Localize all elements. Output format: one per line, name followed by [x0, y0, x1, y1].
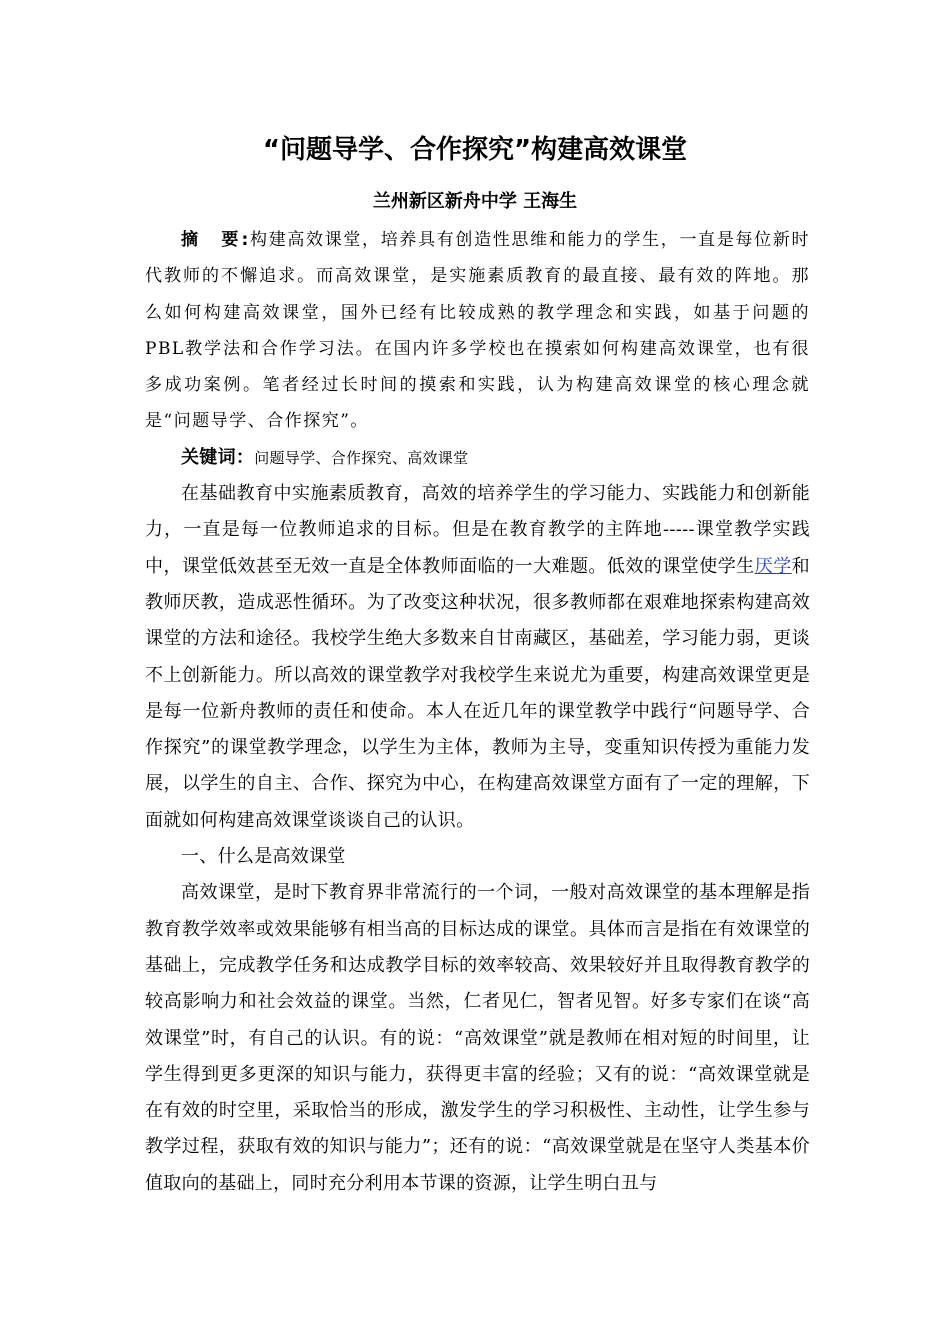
- document-body: [145, 222, 810, 1202]
- keywords-text: 问题导学、合作探究、高效课堂: [254, 448, 469, 467]
- abstract-paragraph: [145, 222, 810, 440]
- document-title: “问题导学、合作探究”构建高效课堂: [262, 135, 688, 165]
- section1-paragraph: 高效课堂，是时下教育界非常流行的一个词，一般对高效课堂的基本理解是指教育教学效率或效果能够有相当高的目标达成的课堂。具体而言是指在有效课堂的基础上，完成教学任务和达成教学目标的效率较高、效果较好并且取得教育教学的较高影响力和社会效益的课堂。当然，仁者见仁，智者见智。好多专家们在谈“高效课堂”时，有自己的认识。有的说：“高效课堂”就是教师在相对短的时间里，让学生得到更多更深的知识与能力，获得更丰富的经验；又有的说：“高效课堂就是在有效的时空里，采取恰当的形成，激发学生的学习积极性、主动性，让学生参与教学过程，获取有效的知识与能力”；还有的说：“高效课堂就是在坚守人类基本价值取向的基础上，同时充分利用本节课的资源，让学生明白丑与: [145, 882, 810, 1194]
- abstract-label-colon: :: [241, 230, 250, 250]
- abstract-label: 摘 要: [181, 230, 242, 250]
- intro-text-before-link: 在基础教育中实施素质教育，高效的培养学生的学习能力、实践能力和创新能力，一直是每一位教师追求的目标。但是在教育教学的主阵地-----课堂教学实践中，课堂低效甚至无效一直是全体教师面临的一大难题。低效的课堂使学生: [145, 483, 810, 577]
- abstract-text: 构建高效课堂，培养具有创造性思维和能力的学生，一直是每位新时代教师的不懈追求。而高效课堂，是实施素质教育的最直接、最有效的阵地。那么如何构建高效课堂，国外已经有比较成熟的教学理念和实践，如基于问题的PBL教学法和合作学习法。在国内许多学校也在摸索如何构建高效课堂，也有很多成功案例。笔者经过长时间的摸索和实践，认为构建高效课堂的核心理念就是“问题导学、合作探究”。: [145, 230, 811, 432]
- hyperlink-yanxue[interactable]: 厌学: [754, 555, 792, 577]
- intro-text-after-link: 和教师厌教，造成恶性循环。为了改变这种状况，很多教师都在艰难地探索构建高效课堂的方法和途径。我校学生绝大多数来自甘南藏区，基础差，学习能力弱，更谈不上创新能力。所以高效的课堂教学对我校学生来说尤为重要，构建高效课堂更是是每一位新舟教师的责任和使命。本人在近几年的课堂教学中践行“问题导学、合作探究”的课堂教学理念，以学生为主体，教师为主导，变重知识传授为重能力发展，以学生的自主、合作、探究为中心，在构建高效课堂方面有了一定的理解，下面就如何构建高效课堂谈谈自己的认识。: [145, 555, 810, 831]
- author-line: 兰州新区新舟中学 王海生: [372, 191, 578, 212]
- keywords-paragraph: [145, 440, 810, 476]
- intro-paragraph: [145, 476, 810, 839]
- keywords-label: 关键词：: [181, 446, 255, 468]
- section-heading-1: 一、什么是高效课堂: [181, 846, 346, 868]
